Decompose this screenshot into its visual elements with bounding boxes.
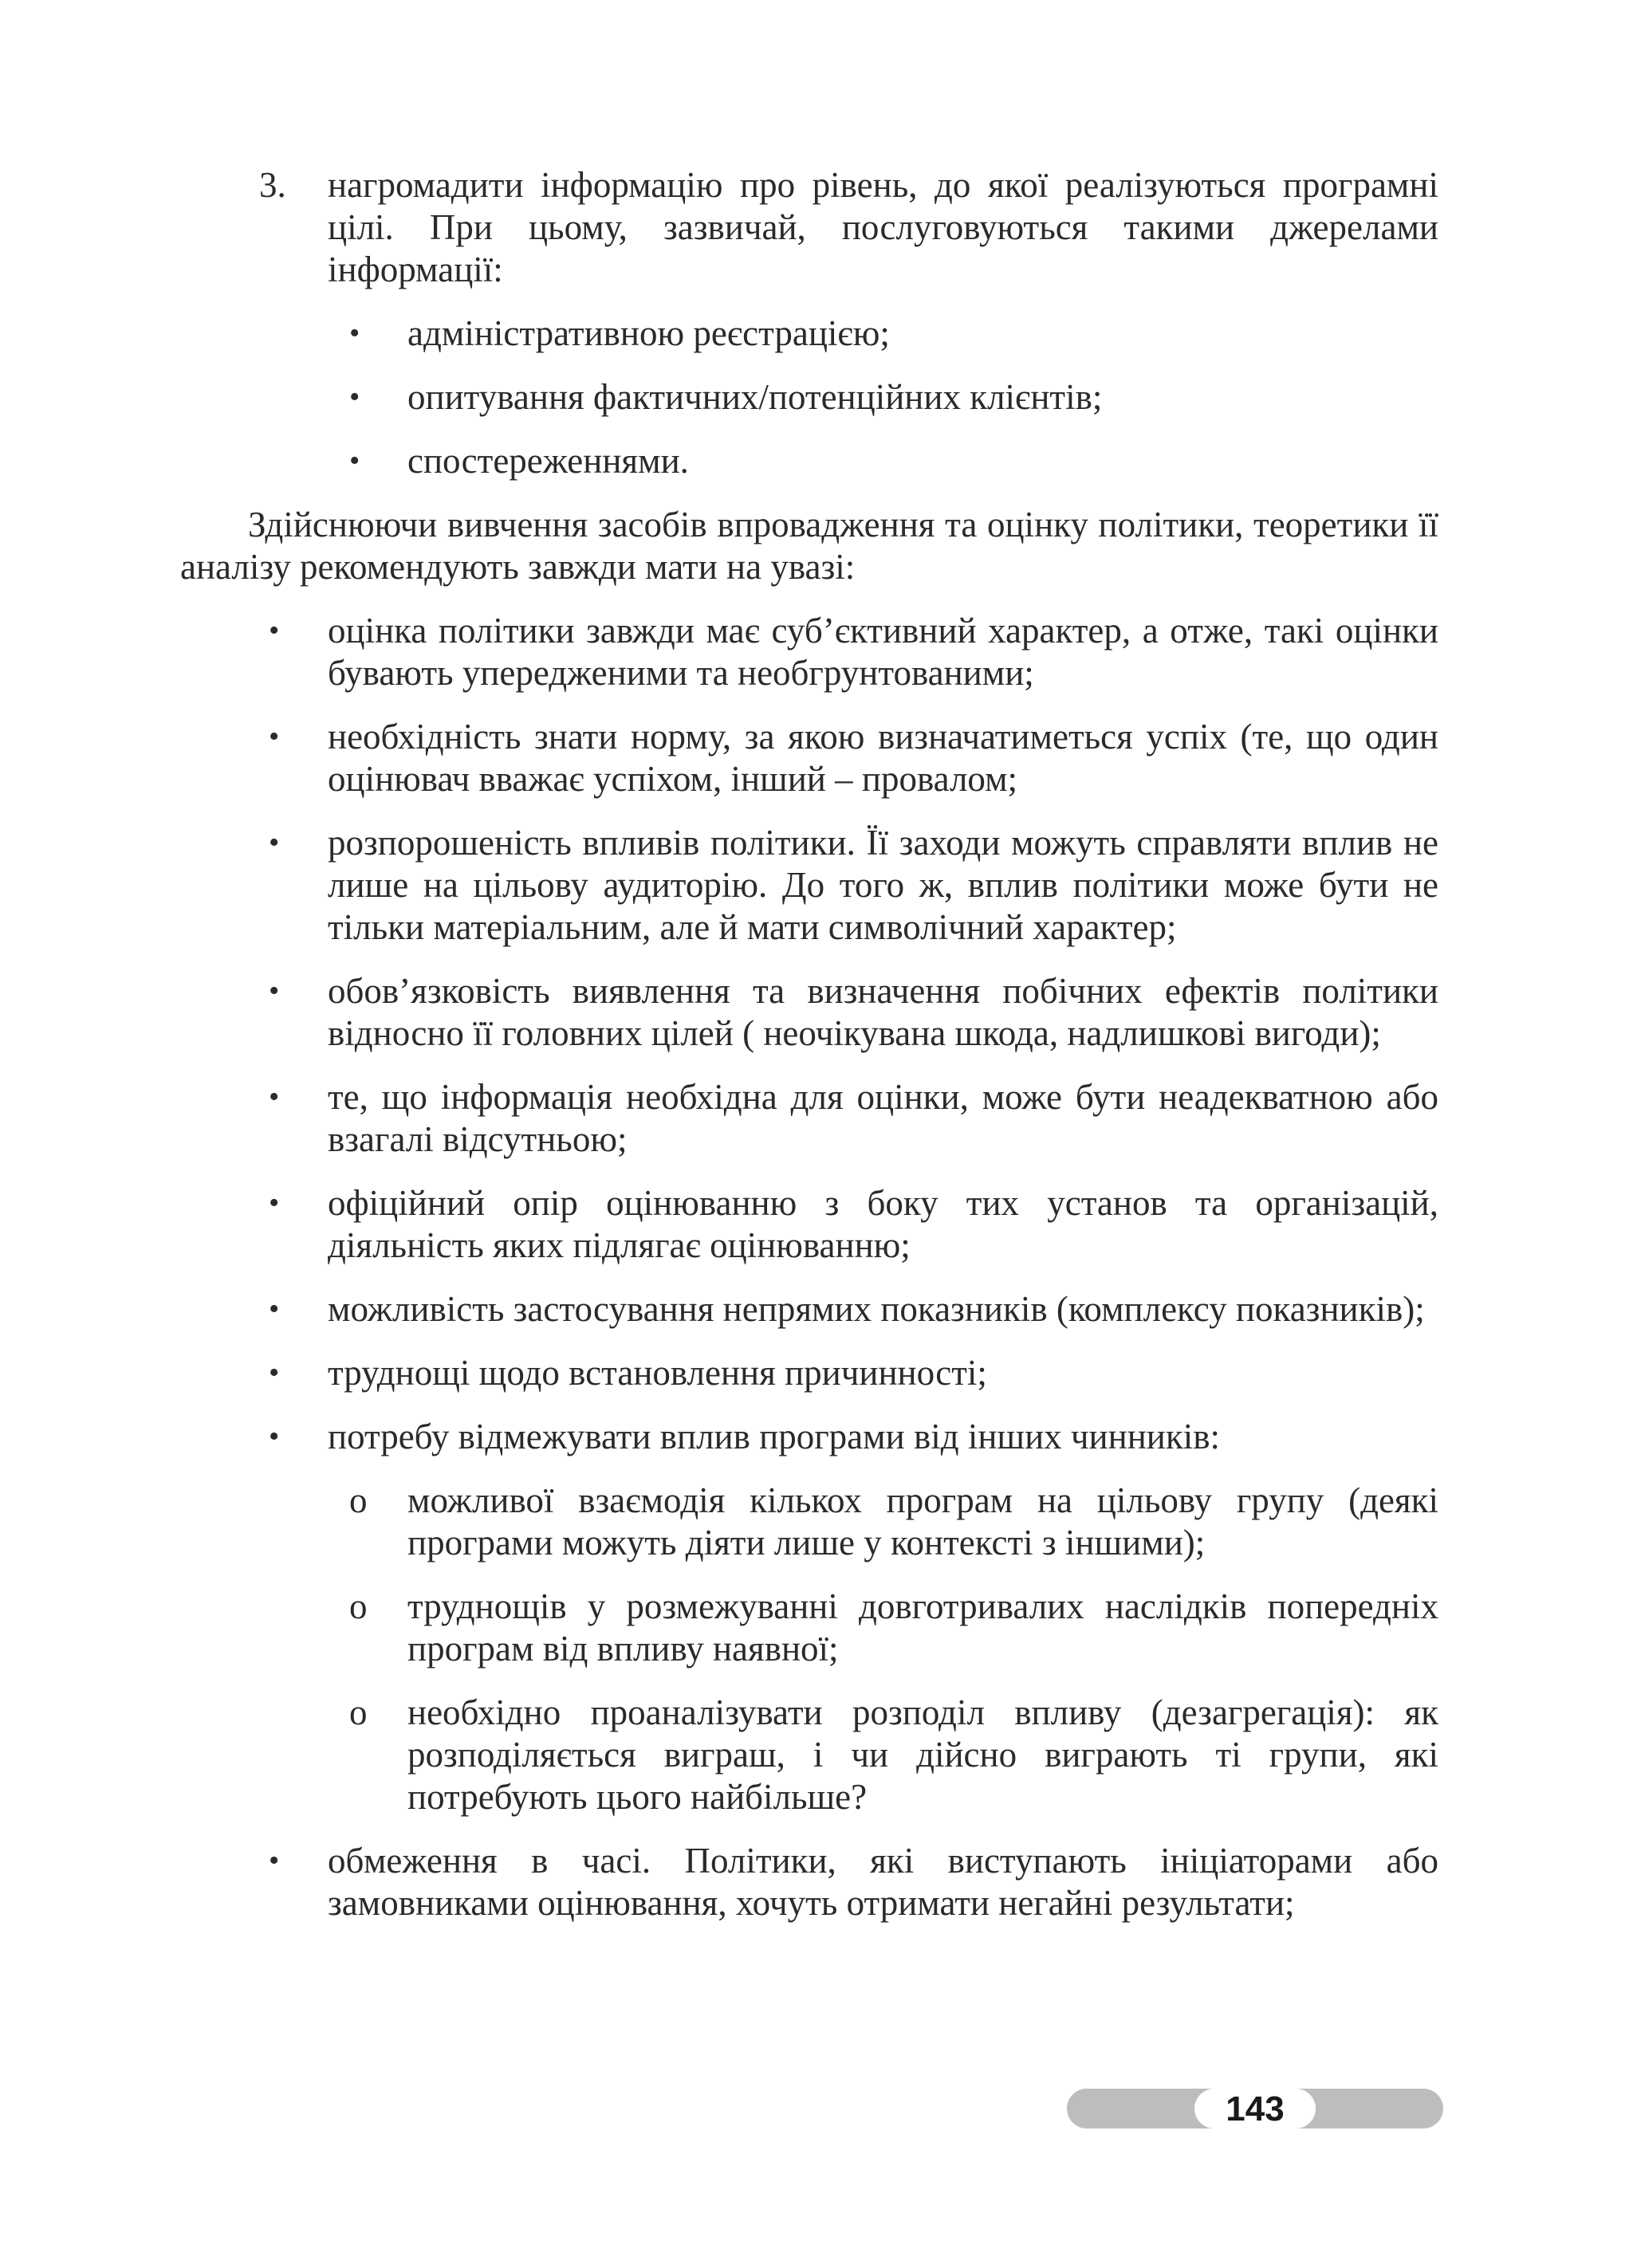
list-item	[180, 1692, 1438, 1818]
bullet-icon: •	[269, 1080, 280, 1114]
bullet-icon: •	[349, 380, 360, 414]
numbered-item-3	[180, 164, 1438, 291]
list-item-text: офіційний опір оцінюванню з боку тих установ та організацій, діяльність яких підлягає оцінюванню;	[328, 1183, 1438, 1265]
bullet-icon: •	[349, 316, 360, 350]
list-item-text: необхідно проаналізувати розподіл впливу (дезагрегація): як розподіляється виграш, і чи дійсно виграють ті групи, які потребують цього найбільше?	[407, 1692, 1438, 1817]
list-item-text: те, що інформація необхідна для оцінки, може бути неадекватною або взагалі відсутньою;	[328, 1077, 1438, 1159]
list-item-text: потребу відмежувати вплив програми від інших чинників:	[328, 1417, 1220, 1456]
circle-bullet-icon: o	[349, 1692, 368, 1732]
considerations-list	[180, 610, 1438, 1924]
bullet-icon: •	[269, 1292, 280, 1326]
list-item	[180, 1076, 1438, 1161]
list-item-text: розпорошеність впливів політики. Її заходи можуть справляти вплив не лише на цільову аудиторію. До того ж, вплив політики може бути не тільки матеріальним, але й мати символічний характер;	[328, 823, 1438, 947]
intro-paragraph: Здійснюючи вивчення засобів впровадження та оцінку політики, теоретики її аналізу рекомендують завжди мати на увазі:	[180, 505, 1438, 587]
page-number-badge	[1067, 2089, 1443, 2128]
list-item-text: можливість застосування непрямих показників (комплексу показників);	[328, 1289, 1425, 1329]
list-item	[180, 376, 1438, 419]
separation-factors-list	[328, 1480, 1438, 1818]
list-item	[180, 1416, 1438, 1818]
list-item-text: спостереженнями.	[407, 441, 689, 481]
info-sources-list	[180, 312, 1438, 482]
list-item-text: адміністративною реєстрацією;	[407, 313, 890, 353]
bullet-icon: •	[269, 1420, 280, 1453]
circle-bullet-icon: o	[349, 1586, 368, 1626]
page-number: 143	[1226, 2089, 1285, 2128]
list-item	[180, 1840, 1438, 1924]
list-item-text: можливої взаємодія кількох програм на цільову групу (деякі програми можуть діяти лише у контексті з іншими);	[407, 1480, 1438, 1562]
bullet-icon: •	[269, 1356, 280, 1389]
list-item-text: обов’язковість виявлення та визначення побічних ефектів політики відносно її головних цілей ( неочікувана шкода, надлишкові вигоди);	[328, 971, 1438, 1053]
circle-bullet-icon: o	[349, 1480, 368, 1520]
list-item	[180, 312, 1438, 355]
bullet-icon: •	[269, 720, 280, 753]
bullet-icon: •	[269, 826, 280, 859]
item-text: нагромадити інформацію про рівень, до якої реалізуються програмні цілі. При цьому, зазвичай, послуговуються такими джерелами інформації:	[328, 165, 1438, 289]
bullet-icon: •	[269, 1186, 280, 1220]
list-item-text: труднощів у розмежуванні довготривалих наслідків попередніх програм від впливу наявної;	[407, 1586, 1438, 1669]
list-item	[180, 1352, 1438, 1394]
bullet-icon: •	[269, 614, 280, 647]
list-item-text: оцінка політики завжди має суб’єктивний характер, а отже, такі оцінки бувають упередженими та необгрунтованими;	[328, 611, 1438, 693]
list-item	[180, 822, 1438, 949]
list-item-text: обмеження в часі. Політики, які виступають ініціаторами або замовниками оцінювання, хочуть отримати негайні результати;	[328, 1841, 1438, 1923]
list-item	[180, 1586, 1438, 1670]
list-item	[180, 1480, 1438, 1564]
list-item-text: необхідність знати норму, за якою визначатиметься успіх (те, що один оцінювач вважає успіхом, інший – провалом;	[328, 717, 1438, 799]
list-item	[180, 1288, 1438, 1331]
list-item	[180, 440, 1438, 482]
list-item	[180, 610, 1438, 694]
list-item	[180, 716, 1438, 800]
bullet-icon: •	[269, 1844, 280, 1877]
list-item	[180, 1182, 1438, 1267]
page-body	[180, 164, 1438, 1946]
list-item	[180, 970, 1438, 1055]
list-item-text: опитування фактичних/потенційних клієнтів;	[407, 377, 1103, 417]
list-item-text: труднощі щодо встановлення причинності;	[328, 1353, 987, 1393]
bullet-icon: •	[269, 974, 280, 1008]
bullet-icon: •	[349, 444, 360, 478]
item-number: 3.	[259, 165, 286, 205]
